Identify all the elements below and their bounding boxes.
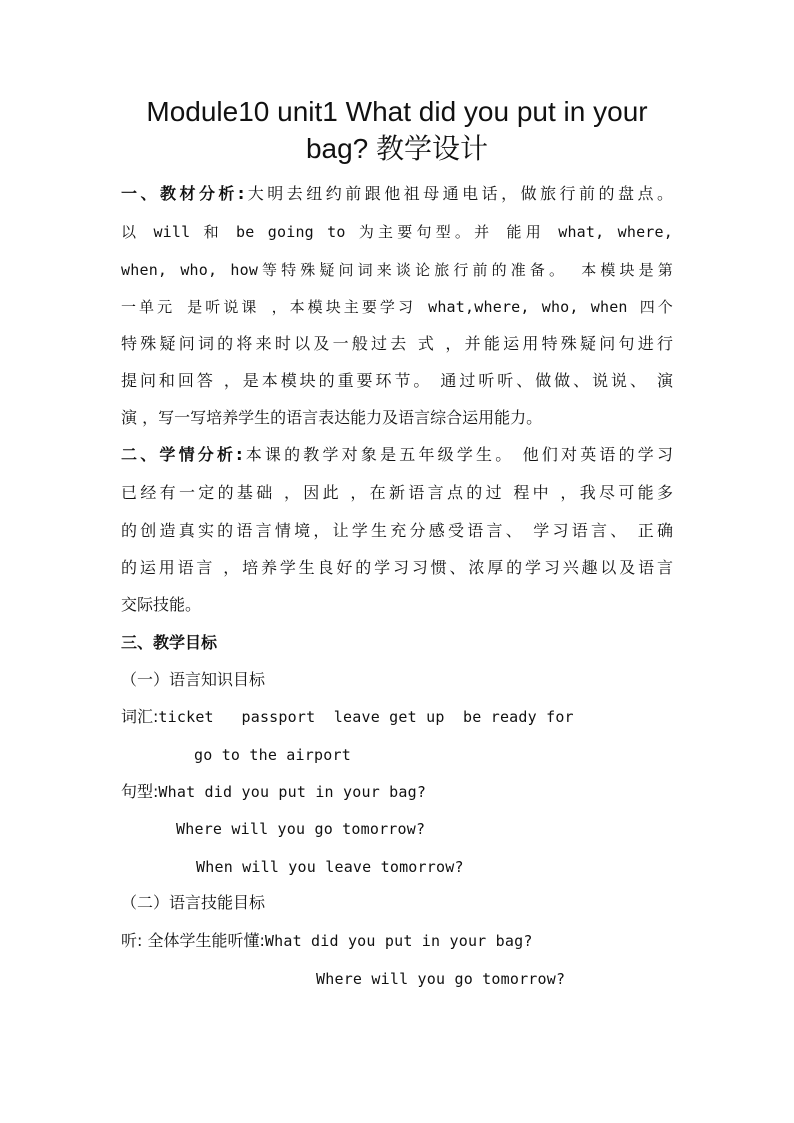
section-2-line-2: 已经有一定的基础 ，因此 ，在新语言点的过 程中 ，我尽可能多: [121, 483, 673, 502]
section-2-line-1: [121, 444, 673, 466]
language-skill-heading: （二）语言技能目标: [121, 893, 266, 912]
vocabulary-line: [121, 706, 574, 728]
document-title-line-2: bag? 教学设计: [305, 133, 489, 164]
listening-line: [121, 930, 533, 952]
section-1-line-5: 特殊疑问词的将来时以及一般过去 式 ，并能运用特殊疑问句进行: [121, 334, 673, 353]
section-2-line-5: 交际技能。: [121, 595, 202, 614]
vocabulary-list: ticket passport leave get up be ready for: [158, 708, 574, 726]
section-3-heading: 三、教学目标: [121, 633, 218, 652]
sentence-pattern-line: [121, 781, 426, 803]
vocabulary-list-continued: go to the airport: [194, 746, 351, 764]
document-title-line-1: Module10 unit1 What did you put in your: [146, 96, 648, 127]
section-2-text: 本课的教学对象是五年级学生。 他们对英语的学习: [242, 445, 673, 464]
sentence-pattern-1: What did you put in your bag?: [158, 783, 427, 801]
section-1-line-7: 演 ，写一写培养学生的语言表达能力及语言综合运用能力。: [121, 408, 543, 427]
vocabulary-label: 词汇:: [121, 707, 159, 726]
section-2-heading: 二、学情分析:: [121, 445, 243, 464]
section-1-line-2: 以 will 和 be going to 为主要句型。并 能用 what, where,: [121, 223, 673, 241]
section-2-line-4: 的运用语言 ，培养学生良好的学习习惯、浓厚的学习兴趣以及语言: [121, 558, 673, 577]
listening-label: 听: 全体学生能听懂:: [121, 931, 265, 950]
section-1-line-4: 一单元 是听说课 ，本模块主要学习 what,where, who, when 四个: [121, 298, 673, 316]
section-1-heading: 一、教材分析:: [121, 184, 245, 203]
section-1-line-1: [121, 183, 673, 205]
sentence-pattern-2: Where will you go tomorrow?: [176, 820, 426, 838]
section-1-line-6: 提问和回答 ，是本模块的重要环节。 通过听听、做做、说说、 演: [121, 371, 673, 390]
section-1-text: 大明去纽约前跟他祖母通电话，做旅行前的盘点。: [244, 184, 673, 203]
section-2-line-3: 的创造真实的语言情境，让学生充分感受语言、 学习语言、 正确: [121, 521, 673, 540]
listening-sentence-1: What did you put in your bag?: [264, 932, 533, 950]
sentence-pattern-3: When will you leave tomorrow?: [196, 858, 464, 876]
language-knowledge-heading: （一）语言知识目标: [121, 670, 266, 689]
section-1-line-3: when, who, how等特殊疑问词来谈论旅行前的准备。 本模块是第: [121, 261, 673, 279]
listening-sentence-2: Where will you go tomorrow?: [316, 970, 566, 988]
sentence-pattern-label: 句型:: [121, 782, 159, 801]
